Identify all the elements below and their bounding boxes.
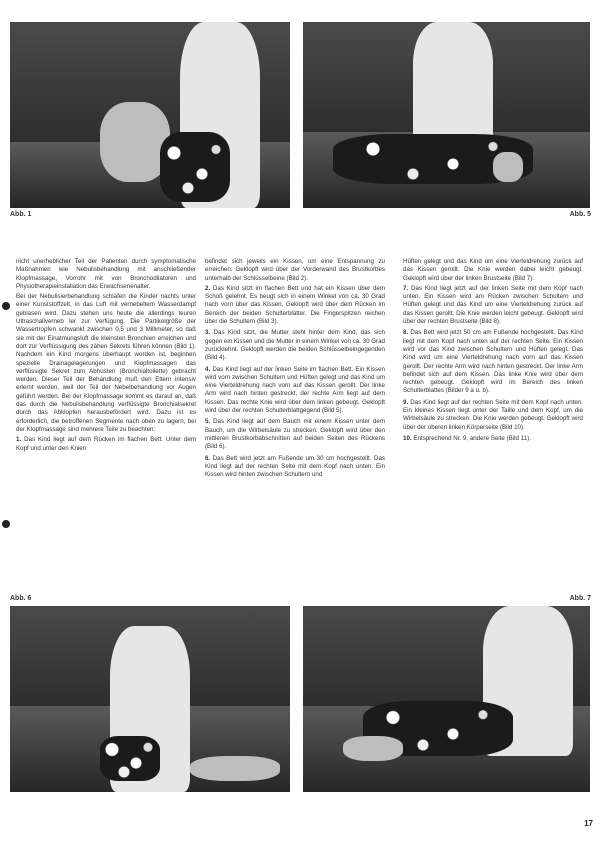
list-number: 3. bbox=[205, 329, 211, 337]
page-number: 17 bbox=[584, 819, 593, 828]
figure-caption: Abb. 6 bbox=[10, 595, 32, 602]
photo-figure-1 bbox=[10, 22, 290, 208]
list-number: 6. bbox=[205, 454, 211, 462]
blanket bbox=[160, 132, 230, 202]
list-text: Das Kind liegt jetzt auf der linken Seite mit dem Kopf nach unten. Ein Kissen wird am Rücken zwischen Schultern und Hüften gelegt und das Kind um eine Vierteldrehung zurück auf das Kissen gerollt. Die Knie werden leicht gebeugt. Geklopft wird über der rechten Brustseite (Bild 8). bbox=[403, 284, 583, 326]
list-text: Das Bett wird jetzt am Fußende um 30 cm hochgestellt. Das Kind liegt auf der rechten Seite mit dem Kopf nach unten. Ein Kissen wird hinten zwischen Schultern und bbox=[205, 454, 385, 479]
list-number: 7. bbox=[403, 284, 409, 292]
list-item bbox=[403, 435, 583, 443]
list-text: Entsprechend Nr. 9, andere Seite (Bild 11). bbox=[413, 434, 531, 442]
binder-hole bbox=[2, 520, 10, 528]
list-number: 5. bbox=[205, 418, 211, 426]
text-column-3 bbox=[403, 258, 583, 446]
child-head bbox=[493, 152, 523, 182]
text-column-2 bbox=[205, 258, 385, 482]
photo-figure-5 bbox=[303, 22, 590, 208]
list-text: Das Kind liegt auf dem Bauch mit einem Kissen unter dem Bauch, um die Wirbelsäule zu strecken. Geklopft wird über den mittleren Brustkorbabschnitten auf beiden Seiten des Rückens (Bild 6). bbox=[205, 418, 385, 451]
photo-figure-6 bbox=[10, 606, 290, 792]
list-text: Das Bett wird jetzt 50 cm am Fußende hochgestellt. Das Kind liegt mit dem Kopf nach unten auf der rechten Seite. Ein Kissen wird vor das Kind zwischen Schultern und Hüften gelegt. Das Kind wird um eine Vierteldrehung nach vorn auf das Kissen gerollt. Der rechte Arm wird nach hinten gestreckt. Der linke Arm befindet sich auf dem Kissen. Das linke Knie wird über dem rechten gebeugt. Geklopft wird im Bereich des linken Schulterblattes (Bilder 9 a u. b). bbox=[403, 329, 583, 395]
list-text: Das Kind liegt auf dem Rücken im flachen Bett. Unter dem Kopf und unter den Knien bbox=[16, 436, 196, 452]
list-number: 4. bbox=[205, 365, 211, 373]
photo-figure-7 bbox=[303, 606, 590, 792]
list-text: Das Kind liegt auf der linken Seite im flachen Bett. Ein Kissen wird vorn zwischen Schultern und Hüften gelegt und das Kind um eine Vierteldrehung nach vorn auf das Kissen gerollt. Der linke Arm wird nach hinten gestreckt, der rechte Arm liegt auf dem Kissen. Das rechte Knie wird über dem linken gebeugt. Geklopft wird über der rechten Schulterblattgegend (Bild 5). bbox=[205, 365, 385, 415]
paragraph: befindet sich jeweils ein Kissen, um eine Entspannung zu erreichen. Geklopft wird über der Vorderwand des Brustkorbes unterhalb der Schlüsselbeine (Bild 2). bbox=[205, 258, 385, 282]
text-column-1 bbox=[16, 258, 196, 456]
list-item bbox=[205, 418, 385, 451]
paragraph: nicht unerheblicher Teil der Patienten durch symptomatische Maßnahmen wie Nebulisbehandlung mit anschließender Klopfmassage, Vorrohr mit von Bronchodilatoren und Physiotherapieinstallation das Erwachsenenalter. bbox=[16, 258, 196, 290]
figure-caption: Abb. 5 bbox=[569, 211, 591, 218]
child-figure bbox=[190, 756, 280, 781]
list-number: 1. bbox=[16, 436, 22, 444]
list-item bbox=[403, 399, 583, 432]
list-item bbox=[403, 329, 583, 395]
list-text: Das Kind liegt auf der rechten Seite mit dem Kopf nach unten. Ein kleines Kissen liegt unter der Taille und dem Kopf, um die Wirbelsäule zu strecken. Die Knie werden gebeugt. Geklopft wird über der oberen linken Körperseite (Bild 10). bbox=[403, 398, 583, 431]
list-number: 10. bbox=[403, 434, 412, 442]
list-item bbox=[205, 329, 385, 362]
figure-caption: Abb. 7 bbox=[569, 595, 591, 602]
list-item bbox=[403, 285, 583, 326]
binder-hole bbox=[2, 302, 10, 310]
list-item bbox=[205, 285, 385, 326]
paragraph: Hüften gelegt und das Kind um eine Vierteldrehung zurück auf das Kissen gerollt. Die Knie werden dabei leicht gebeugt. Geklopft wird über der linken Brustseite (Bild 7). bbox=[403, 258, 583, 282]
blanket bbox=[100, 736, 160, 781]
list-text: Das Kind sitzt, die Mutter steht hinter dem Kind, das sich gegen ein Kissen und die Mutter in einem Winkel von ca. 30 Grad zurücklehnt. Geklopft werden die beiden Schlüsselbeingegenden (Bild 4). bbox=[205, 329, 385, 362]
paragraph: Bei der Nebulisierbehandlung schlafen die Kinder nachts unter einer Kunststoffzelt, in das Luft mit vernebeltem Wasserdampf geblasen wird. Dazu stehen uns heute die allerdings teuren Ultraschallverneb ler zur Verfügung. Die Partikelgröße der Wassertropfen schwankt zwischen 0,5 und 3 Millimeter, so daß sie mit der Einatmungsluft die kleinsten Bronchien erreichen und dort zur Verflüssigung des zähen Sekrets führen können (Bild 1). Nachdem ein Kind morgens überhaupt worden ist, beginnen spezielle Drainagelagerungen und Klopfmassagen das verflüssigte Sekret zum Abhusten (Bronchialtoilette) gebracht werden. Dieser Teil der Behandlung muß den Eltern intensiv erlernt werden, weil der Teil der Nebelbehandlung vor Augen geführt werden. Bei der Klopfmassage kommt es darauf an, daß das durch die Nebulisbehandlung verflüssigte Bronchialsekret durch das Abklopfen herausbefördert wird. Dazu ist es erforderlich, die betroffenen Segmente nach oben zu lagern, bei der Klopfmassage sind mehrere Teile zu beachten: bbox=[16, 293, 196, 433]
list-item bbox=[205, 366, 385, 416]
list-number: 9. bbox=[403, 398, 409, 406]
figure-caption: Abb. 1 bbox=[10, 211, 32, 218]
list-text: Das Kind sitzt im flachen Bett und hat ein Kissen über dem Schoß gelehnt. Es beugt sich in einem Winkel von ca. 30 Grad nach vorn über das Kissen. Geklopft wird über dem Rücken im Bereich der beiden Schulterblätter. Die Fingerspitzen reichen über die Schultern (Bild 3). bbox=[205, 284, 385, 326]
child-figure bbox=[343, 736, 403, 761]
list-number: 8. bbox=[403, 329, 409, 337]
list-item bbox=[16, 436, 196, 453]
list-item bbox=[205, 455, 385, 480]
list-number: 2. bbox=[205, 284, 211, 292]
